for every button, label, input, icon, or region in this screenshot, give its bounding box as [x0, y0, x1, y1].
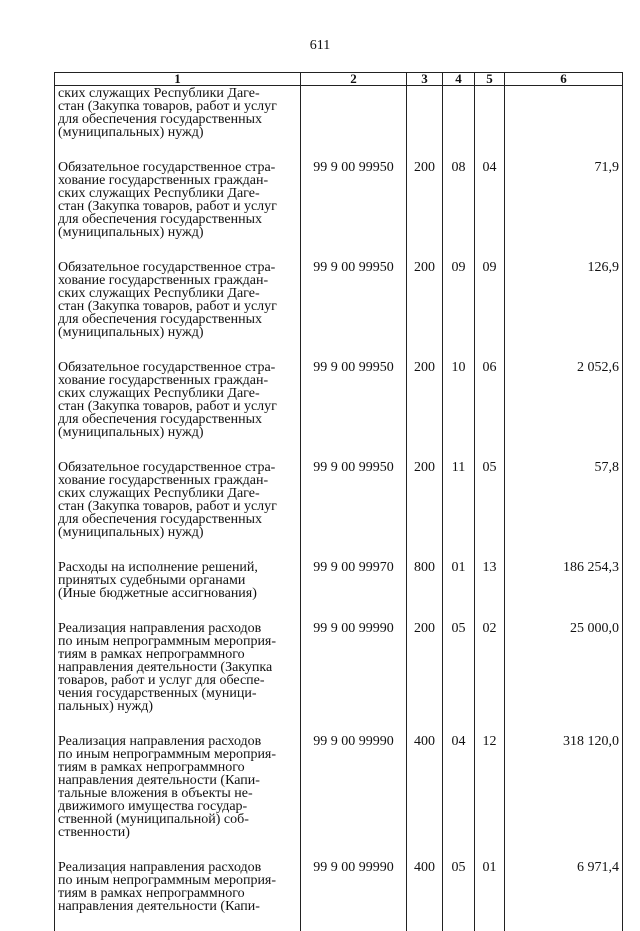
description-line: тиям в рамках непрограммного [58, 648, 297, 661]
column-header-3: 3 [407, 73, 443, 86]
amount: 25 000,0 [505, 622, 623, 735]
subsection-code: 06 [475, 361, 505, 461]
description-line: хование государственных граждан- [58, 274, 297, 287]
description-line: (муниципальных) нужд) [58, 326, 297, 339]
description-line: по иным непрограммным мероприя- [58, 635, 297, 648]
target-article-code: 99 9 00 99950 [301, 161, 407, 261]
table-body [55, 86, 623, 931]
description-line: (муниципальных) нужд) [58, 526, 297, 539]
expense-description [55, 261, 301, 361]
target-article-code: 99 9 00 99950 [301, 261, 407, 361]
amount: 57,8 [505, 461, 623, 561]
expense-type-code: 200 [407, 461, 443, 561]
description-line: Реализация направления расходов [58, 861, 297, 874]
expense-description [55, 861, 301, 931]
expense-description [55, 622, 301, 735]
description-line: направления деятельности (Капи- [58, 774, 297, 787]
section-code: 04 [443, 735, 475, 861]
description-line: хование государственных граждан- [58, 474, 297, 487]
section-code: 05 [443, 622, 475, 735]
section-code [443, 86, 475, 162]
amount: 2 052,6 [505, 361, 623, 461]
description-line: тиям в рамках непрограммного [58, 761, 297, 774]
expense-description [55, 461, 301, 561]
section-code: 10 [443, 361, 475, 461]
page-number: 611 [0, 38, 640, 54]
description-line: хование государственных граждан- [58, 174, 297, 187]
table-row [55, 86, 623, 162]
amount: 126,9 [505, 261, 623, 361]
amount: 6 971,4 [505, 861, 623, 931]
description-line: пальных) нужд) [58, 700, 297, 713]
expense-type-code: 200 [407, 161, 443, 261]
description-line: (Иные бюджетные ассигнования) [58, 587, 297, 600]
description-line: для обеспечения государственных [58, 113, 297, 126]
table-row [55, 261, 623, 361]
description-line: чения государственных (муници- [58, 687, 297, 700]
table-row [55, 861, 623, 931]
table-row [55, 622, 623, 735]
amount [505, 86, 623, 162]
description-line: Реализация направления расходов [58, 735, 297, 748]
section-code: 11 [443, 461, 475, 561]
description-line: (муниципальных) нужд) [58, 226, 297, 239]
table-row [55, 735, 623, 861]
table-row [55, 461, 623, 561]
column-header-1: 1 [55, 73, 301, 86]
description-line: ственности) [58, 826, 297, 839]
table-row [55, 561, 623, 622]
description-line: ских служащих Республики Даге- [58, 287, 297, 300]
subsection-code: 05 [475, 461, 505, 561]
target-article-code: 99 9 00 99990 [301, 735, 407, 861]
description-line: стан (Закупка товаров, работ и услуг [58, 100, 297, 113]
expense-description [55, 561, 301, 622]
amount: 71,9 [505, 161, 623, 261]
subsection-code: 09 [475, 261, 505, 361]
table-row [55, 361, 623, 461]
expense-description [55, 735, 301, 861]
description-line: Обязательное государственное стра- [58, 161, 297, 174]
description-line: тиям в рамках непрограммного [58, 887, 297, 900]
description-line: движимого имущества государ- [58, 800, 297, 813]
description-line: товаров, работ и услуг для обеспе- [58, 674, 297, 687]
subsection-code: 01 [475, 861, 505, 931]
description-line: по иным непрограммным мероприя- [58, 874, 297, 887]
description-line: для обеспечения государственных [58, 513, 297, 526]
section-code: 05 [443, 861, 475, 931]
subsection-code: 04 [475, 161, 505, 261]
description-line: по иным непрограммным мероприя- [58, 748, 297, 761]
target-article-code: 99 9 00 99990 [301, 861, 407, 931]
table-header-row [55, 73, 623, 86]
description-line: ских служащих Республики Даге- [58, 87, 297, 100]
section-code: 01 [443, 561, 475, 622]
description-line: ских служащих Республики Даге- [58, 487, 297, 500]
description-line: (муниципальных) нужд) [58, 126, 297, 139]
amount: 186 254,3 [505, 561, 623, 622]
column-header-4: 4 [443, 73, 475, 86]
description-line: направления деятельности (Капи- [58, 900, 297, 913]
expense-description [55, 161, 301, 261]
target-article-code [301, 86, 407, 162]
description-line: Реализация направления расходов [58, 622, 297, 635]
subsection-code [475, 86, 505, 162]
table-row [55, 161, 623, 261]
description-line: Обязательное государственное стра- [58, 261, 297, 274]
description-line: направления деятельности (Закупка [58, 661, 297, 674]
target-article-code: 99 9 00 99970 [301, 561, 407, 622]
description-line: хование государственных граждан- [58, 374, 297, 387]
expense-type-code: 800 [407, 561, 443, 622]
column-header-5: 5 [475, 73, 505, 86]
budget-table [54, 72, 623, 931]
section-code: 08 [443, 161, 475, 261]
description-line: Обязательное государственное стра- [58, 361, 297, 374]
description-line: для обеспечения государственных [58, 213, 297, 226]
subsection-code: 12 [475, 735, 505, 861]
expense-description [55, 86, 301, 162]
subsection-code: 02 [475, 622, 505, 735]
expense-type-code: 400 [407, 861, 443, 931]
expense-type-code [407, 86, 443, 162]
description-line: тальные вложения в объекты не- [58, 787, 297, 800]
target-article-code: 99 9 00 99950 [301, 361, 407, 461]
expense-type-code: 400 [407, 735, 443, 861]
description-line: Расходы на исполнение решений, [58, 561, 297, 574]
description-line: стан (Закупка товаров, работ и услуг [58, 400, 297, 413]
expense-type-code: 200 [407, 622, 443, 735]
target-article-code: 99 9 00 99990 [301, 622, 407, 735]
description-line: ских служащих Республики Даге- [58, 387, 297, 400]
description-line: стан (Закупка товаров, работ и услуг [58, 200, 297, 213]
expense-type-code: 200 [407, 361, 443, 461]
amount: 318 120,0 [505, 735, 623, 861]
column-header-6: 6 [505, 73, 623, 86]
description-line: Обязательное государственное стра- [58, 461, 297, 474]
expense-description [55, 361, 301, 461]
description-line: для обеспечения государственных [58, 413, 297, 426]
description-line: для обеспечения государственных [58, 313, 297, 326]
description-line: ственной (муниципальной) соб- [58, 813, 297, 826]
expense-type-code: 200 [407, 261, 443, 361]
description-line: ских служащих Республики Даге- [58, 187, 297, 200]
subsection-code: 13 [475, 561, 505, 622]
description-line: стан (Закупка товаров, работ и услуг [58, 300, 297, 313]
target-article-code: 99 9 00 99950 [301, 461, 407, 561]
column-header-2: 2 [301, 73, 407, 86]
description-line: стан (Закупка товаров, работ и услуг [58, 500, 297, 513]
description-line: (муниципальных) нужд) [58, 426, 297, 439]
section-code: 09 [443, 261, 475, 361]
description-line: принятых судебными органами [58, 574, 297, 587]
